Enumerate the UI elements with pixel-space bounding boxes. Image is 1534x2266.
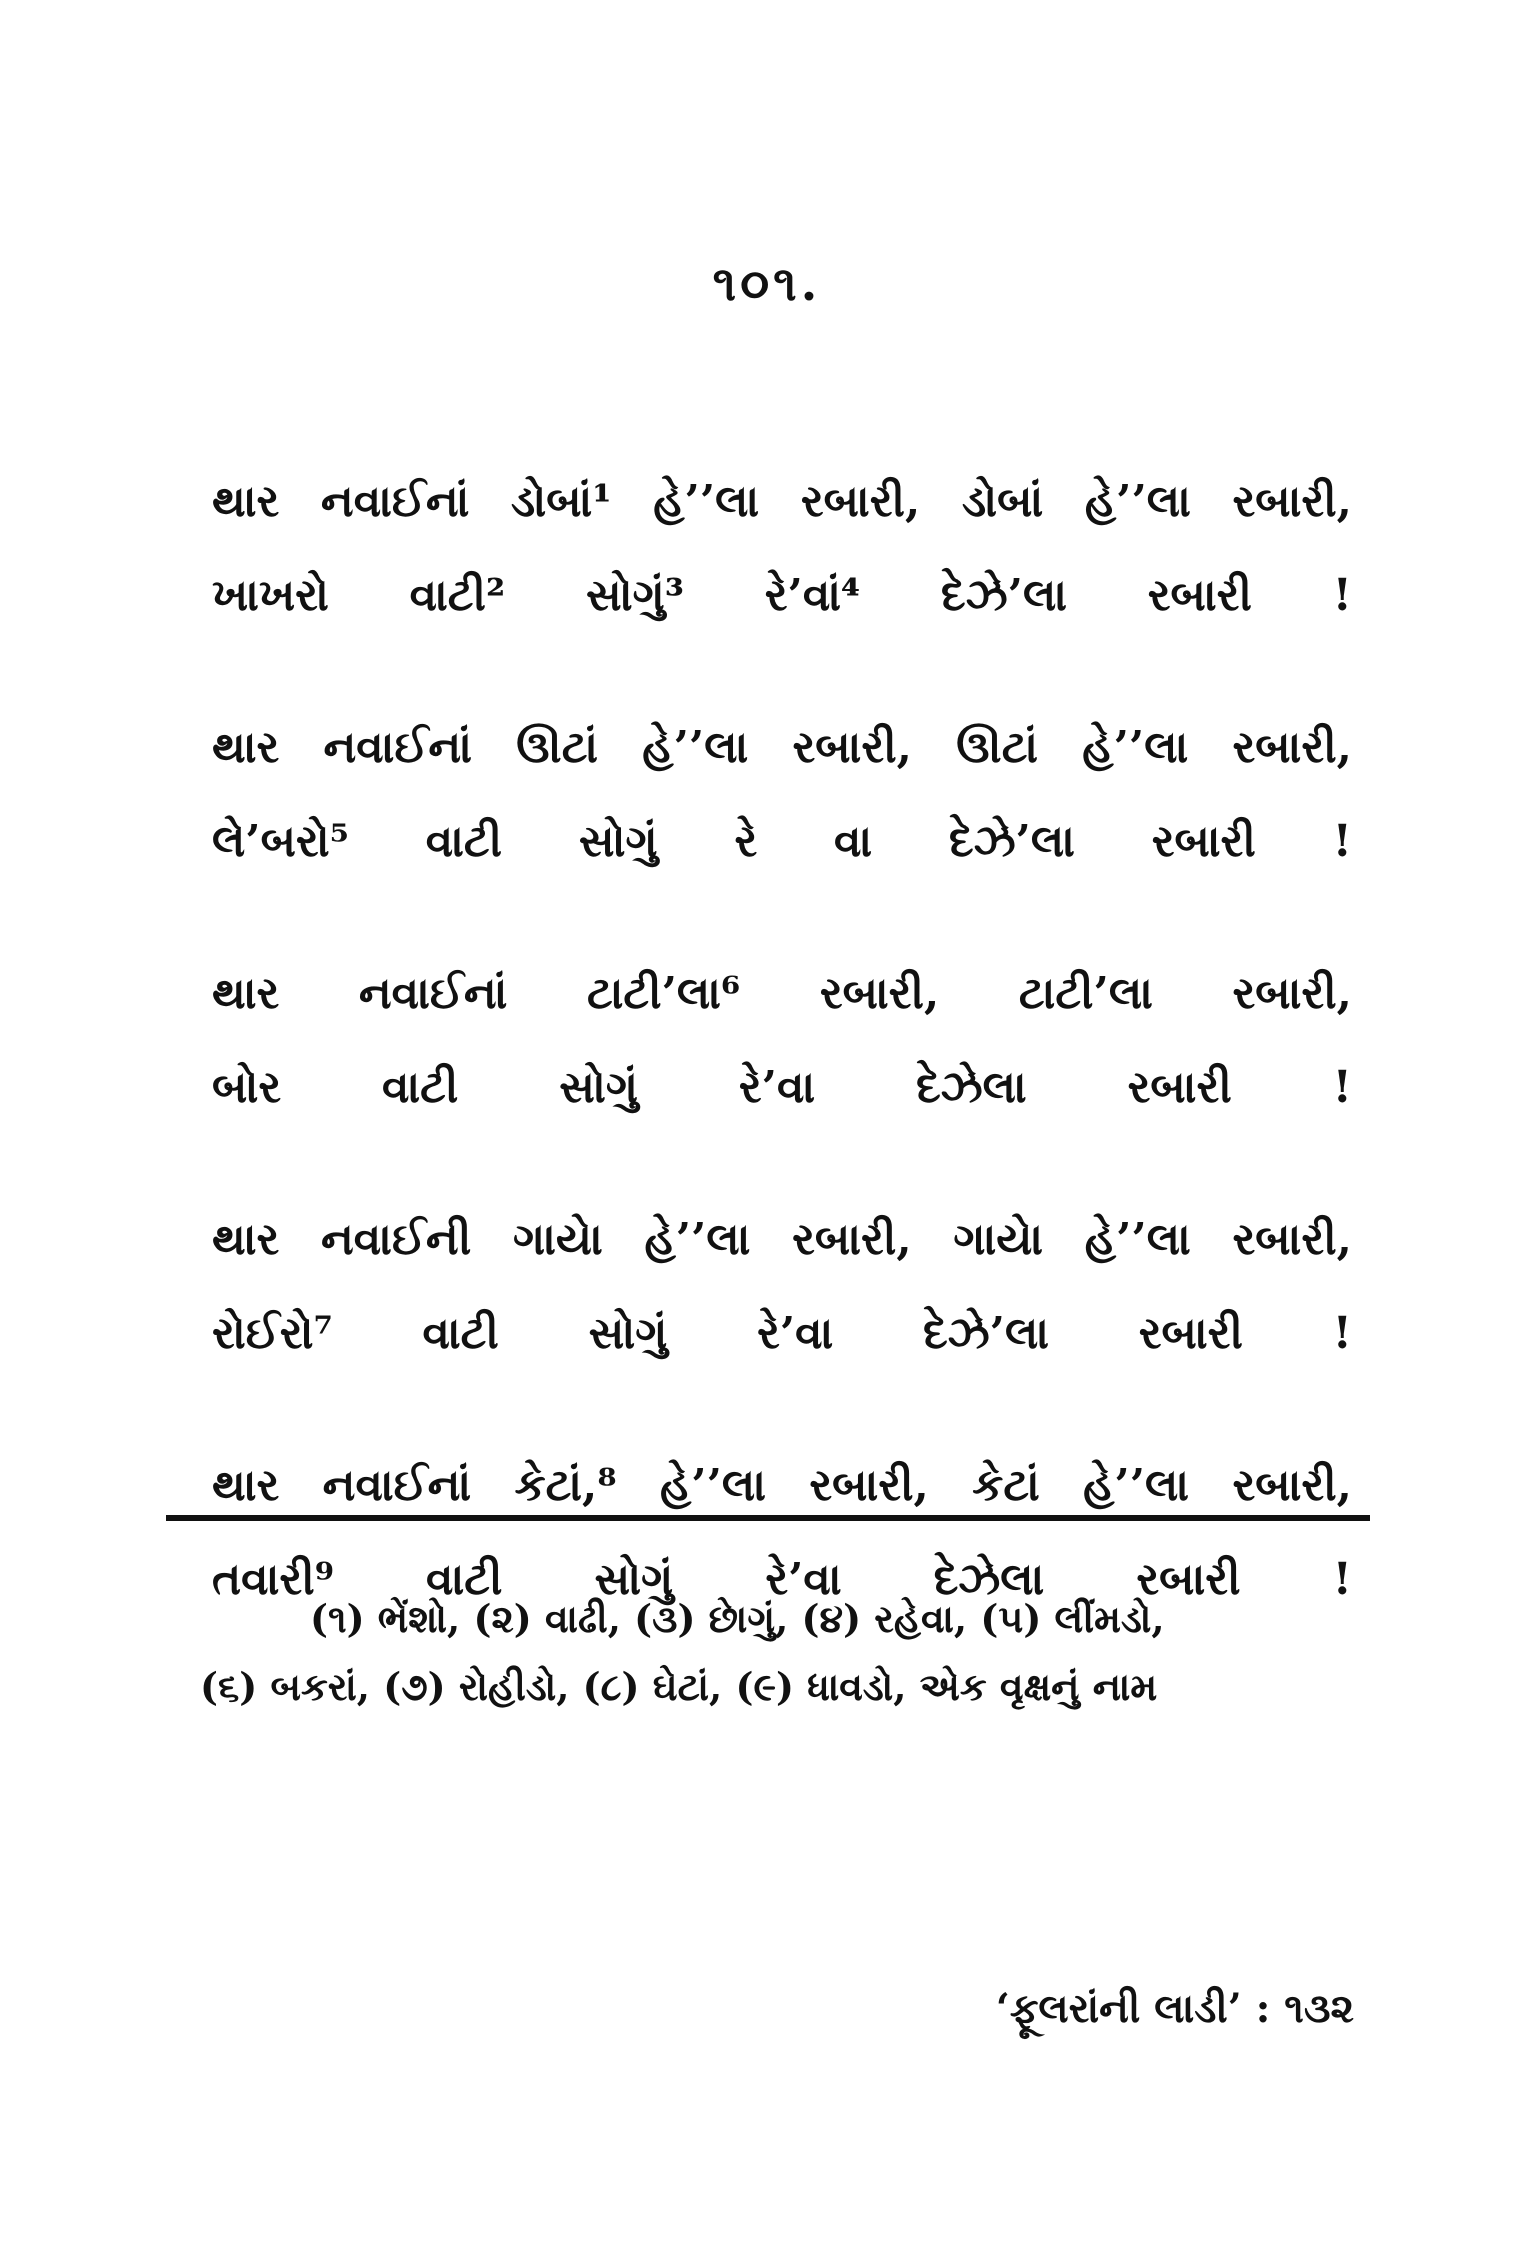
verse-line: થાર નવાઈનાં ઊટાં હે’’લા રબારી, ઊટાં હે’’લા રબારી, <box>212 722 1352 773</box>
stanza-3 <box>212 947 1352 1135</box>
verse-line: બોર વાટી સોગું રે’વા દેઝેલા રબારી ! <box>212 1062 1352 1113</box>
verse-line: થાર નવાઈનાં ડોબાં¹ હે’’લા રબારી, ડોબાં હે’’લા રબારી, <box>212 476 1352 527</box>
stanza-1 <box>212 455 1352 643</box>
verse-line: રોઈરો⁷ વાટી સોગું રે’વા દેઝે’લા રબારી ! <box>212 1308 1352 1359</box>
verse-line: ખાખરો વાટી² સોગું³ રે’વાં⁴ દેઝે’લા રબારી ! <box>212 570 1352 621</box>
source-citation: ‘ફૂલરાંની લાડી’ : ૧૩૨ <box>995 1985 1354 2032</box>
page-number: ૧૦૧. <box>712 256 822 312</box>
footnote-divider <box>166 1515 1370 1521</box>
poem-verses <box>212 455 1352 1685</box>
footnotes <box>200 1585 1360 1721</box>
footnote-line: (૧) ભેંશો, (૨) વાઢી, (૩) છેાગું, (૪) રહેવા, (૫) લીંમડો, <box>310 1596 1165 1641</box>
verse-line: થાર નવાઈની ગાયેા હે’’લા રબારી, ગાયેા હે’’લા રબારી, <box>212 1214 1352 1265</box>
verse-line: તવારી⁹ વાટી સોગું રે’વા દેઝેલા રબારી ! <box>212 1554 1352 1605</box>
stanza-4 <box>212 1193 1352 1381</box>
verse-line: લે’બરો⁵ વાટી સોગું રે વા દેઝે’લા રબારી ! <box>212 816 1352 867</box>
stanza-2 <box>212 701 1352 889</box>
verse-line: થાર નવાઈનાં ટાટી’લા⁶ રબારી, ટાટી’લા રબારી, <box>212 968 1352 1019</box>
verse-line: થાર નવાઈનાં કેટાં,⁸ હે’’લા રબારી, કેટાં હે’’લા રબારી, <box>212 1460 1352 1511</box>
footnote-line: (૬) બકરાં, (૭) રોહીડો, (૮) ઘેટાં, (૯) ધાવડો, એક વૃક્ષનું નામ <box>200 1664 1158 1709</box>
